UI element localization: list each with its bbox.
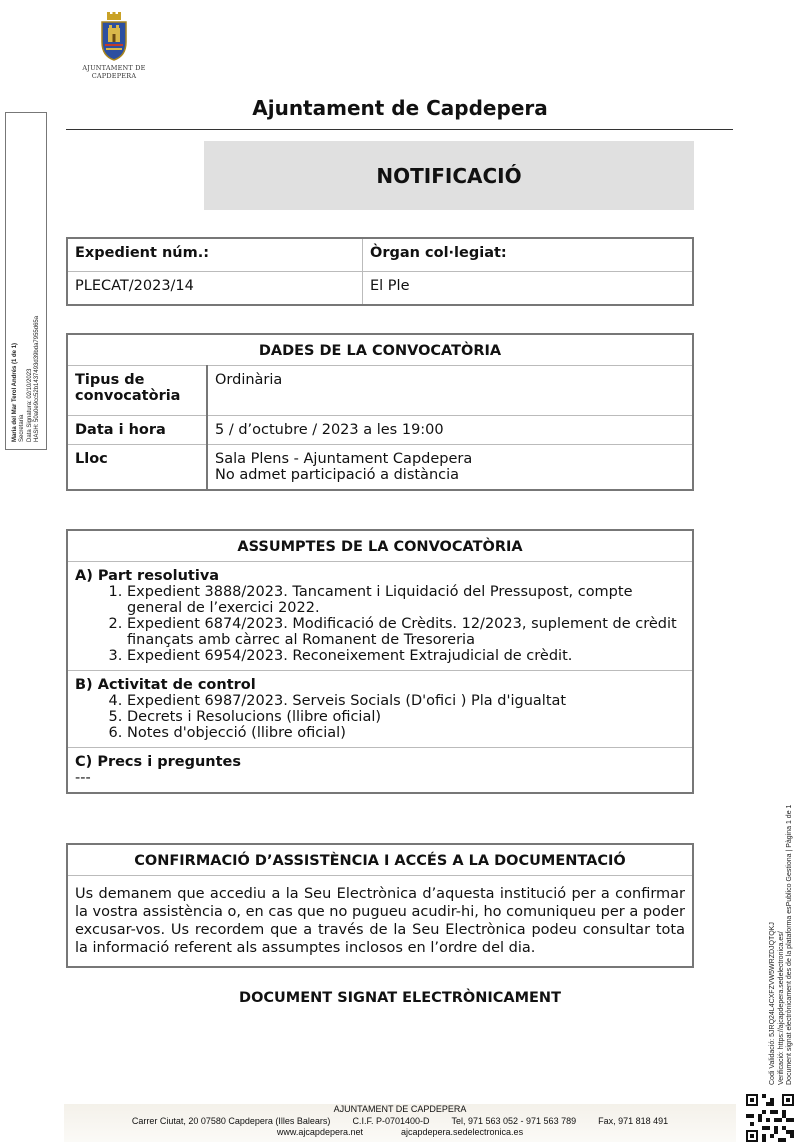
agenda-table [66,529,694,794]
list-item: 3. Expedient 6954/2023. Reconeixement Extrajudicial de crèdit. [127,648,685,664]
signature-date: Data Signatura: 02/10/2023 [27,368,33,442]
signature-hash: HASH: 50a0e9cc52b1437493d39bda7955d65a [34,315,41,442]
section-b-list [75,693,685,741]
organ-value: El Ple [363,272,694,306]
convocation-data-table [66,333,694,491]
list-item: 4. Expedient 6987/2023. Serveis Socials (D'ofici ) Pla d'igualtat [127,693,685,709]
place-label: Lloc [67,445,207,491]
signature-text [12,122,42,442]
agenda-heading: ASSUMPTES DE LA CONVOCATÒRIA [67,530,693,562]
section-a [67,562,693,671]
section-c [67,748,693,794]
expedient-table [66,237,694,306]
footer-address-line [64,1116,736,1128]
signed-notice: DOCUMENT SIGNAT ELECTRÒNICAMENT [239,990,561,1006]
section-b-title: B) Activitat de control [75,677,256,693]
page-title: Ajuntament de Capdepera [252,96,548,120]
footer [64,1104,736,1142]
section-c-title: C) Precs i preguntes [75,754,242,770]
list-item: 1. Expedient 3888/2023. Tancament i Liquidació del Pressupost, compte general de l’exercici 2022. [127,584,685,616]
section-a-title: A) Part resolutiva [75,568,220,584]
section-c-text: --- [75,770,91,786]
signer-name: Maria del Mar Terol Andrés (1 de 1) [12,342,19,442]
type-value: Ordinària [207,366,693,416]
list-item: 2. Expedient 6874/2023. Modificació de Crèdits. 12/2023, suplement de crèdit finançats amb càrrec al Romanent de Tresoreria [127,616,685,648]
convocation-data-heading: DADES DE LA CONVOCATÒRIA [67,334,693,366]
footer-tel: Tel, 971 563 052 - 971 563 789 [451,1115,577,1126]
expedient-label: Expedient núm.: [67,238,363,272]
notification-banner: NOTIFICACIÓ [204,141,694,210]
qr-code-icon [746,1094,794,1142]
type-label: Tipus de convocatòria [67,366,207,416]
verification-strip [769,725,795,1085]
coat-of-arms-icon [94,12,134,62]
footer-cif: C.I.F. P-0701400-D [352,1115,430,1126]
confirmation-table [66,843,694,968]
confirmation-body: Us demanem que accediu a la Seu Electrònica d’aquesta institució per a confirmar la vostra assistència o, en cas que no pugueu acudir-hi, ho comuniqueu per a poder excusar-vos. Us recordem que a través de la Seu Electrònica podeu consultar tota la informació referent als assumptes inclosos en l’ordre del dia. [67,876,693,968]
title-divider [66,129,733,130]
footer-website-link[interactable]: www.ajcapdepera.net [276,1127,363,1137]
place-line-2: No admet participació a distància [215,467,460,483]
section-b [67,671,693,748]
municipal-logo [68,12,160,78]
section-a-list [75,584,685,664]
list-item: 6. Notes d'objecció (llibre oficial) [127,725,685,741]
expedient-value: PLECAT/2023/14 [67,272,363,306]
footer-fax: Fax, 971 818 491 [598,1115,669,1126]
place-line-1: Sala Plens - Ajuntament Capdepera [215,451,473,467]
signature-box [5,112,47,450]
confirmation-heading: CONFIRMACIÓ D’ASSISTÈNCIA I ACCÉS A LA DOCUMENTACIÓ [67,844,693,876]
logo-caption: AJUNTAMENT DE CAPDEPERA [82,64,146,80]
date-label: Data i hora [67,416,207,445]
place-value [207,445,693,491]
footer-address: Carrer Ciutat, 20 07580 Capdepera (Illes Balears) [131,1115,331,1126]
signer-role: Secretaria [19,414,26,442]
platform-notice: Document signat electrònicament des de la plataforma esPublico Gestiona | Pàgina 1 de 1 [786,804,794,1085]
footer-org: AJUNTAMENT DE CAPDEPERA [333,1104,467,1114]
verification-url: Verificació: https://ajcapdepera.sedelectronica.es/ [777,931,785,1085]
validation-code: Codi Validació: 5JRQ24L4CXFZVW5WRZDJQTQKJ [769,922,777,1085]
list-item: 5. Decrets i Resolucions (llibre oficial) [127,709,685,725]
organ-label: Òrgan col·legiat: [363,238,694,272]
footer-web-line [64,1127,736,1139]
date-value: 5 / d’octubre / 2023 a les 19:00 [207,416,693,445]
footer-sede-link[interactable]: ajcapdepera.sedelectronica.es [400,1127,524,1137]
